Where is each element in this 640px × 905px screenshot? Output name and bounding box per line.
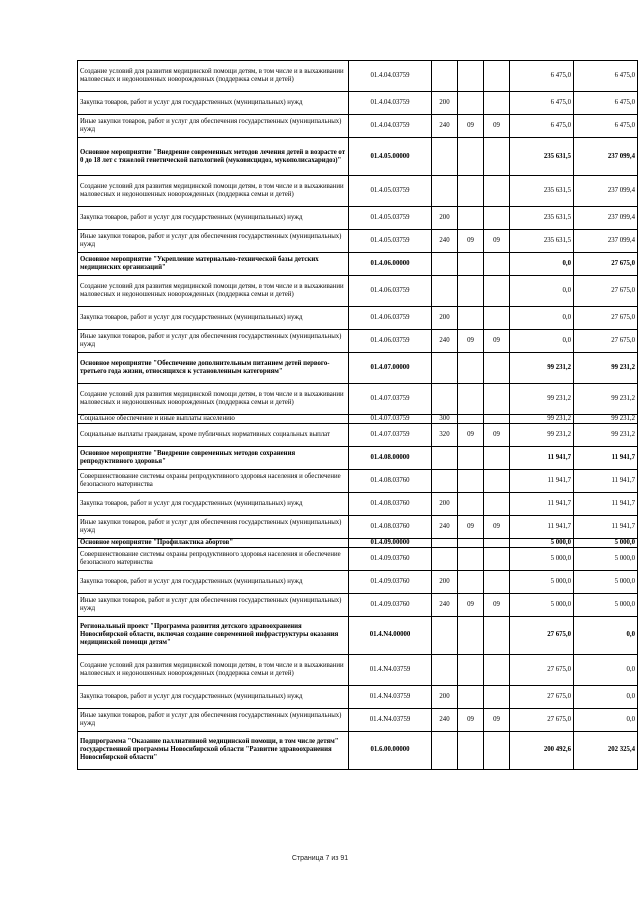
row-amount-year1-cell: 0,0 bbox=[510, 307, 574, 330]
row-amount-year1-cell: 6 475,0 bbox=[510, 61, 574, 92]
row-section-cell bbox=[458, 138, 484, 176]
table-row bbox=[78, 547, 638, 570]
row-expense-type-cell bbox=[432, 61, 458, 92]
table-row bbox=[78, 138, 638, 176]
row-amount-year1-cell: 11 941,7 bbox=[510, 515, 574, 538]
row-code-cell: 01.4.08.03760 bbox=[349, 469, 432, 492]
row-code-cell: 01.4.09.03760 bbox=[349, 593, 432, 616]
row-name-cell: Иные закупки товаров, работ и услуг для обеспечения государственных (муниципальных) нужд bbox=[78, 515, 349, 538]
row-code-cell: 01.4.09.00000 bbox=[349, 538, 432, 547]
row-code-cell: 01.4.N4.03759 bbox=[349, 708, 432, 731]
row-amount-year1-cell: 11 941,7 bbox=[510, 469, 574, 492]
row-section-cell bbox=[458, 353, 484, 384]
row-section-cell bbox=[458, 469, 484, 492]
row-subsection-cell: 09 bbox=[484, 708, 510, 731]
row-amount-year2-cell: 6 475,0 bbox=[574, 92, 638, 115]
row-amount-year2-cell: 27 675,0 bbox=[574, 276, 638, 307]
row-amount-year2-cell: 237 099,4 bbox=[574, 207, 638, 230]
row-section-cell bbox=[458, 384, 484, 415]
row-amount-year2-cell: 6 475,0 bbox=[574, 115, 638, 138]
row-name-cell: Совершенствование системы охраны репродуктивного здоровья населения и обеспечение безопасного материнства bbox=[78, 469, 349, 492]
table-row bbox=[78, 515, 638, 538]
row-expense-type-cell: 240 bbox=[432, 230, 458, 253]
row-amount-year1-cell: 0,0 bbox=[510, 253, 574, 276]
row-section-cell bbox=[458, 61, 484, 92]
row-amount-year1-cell: 27 675,0 bbox=[510, 616, 574, 654]
table-row bbox=[78, 207, 638, 230]
row-expense-type-cell: 240 bbox=[432, 515, 458, 538]
row-name-cell: Создание условий для развития медицинской помощи детям, в том числе и в выхаживании маловесных и недоношенных новорожденных (поддержка семьи и детей) bbox=[78, 176, 349, 207]
row-amount-year2-cell: 6 475,0 bbox=[574, 61, 638, 92]
row-amount-year2-cell: 11 941,7 bbox=[574, 446, 638, 469]
row-code-cell: 01.4.04.03759 bbox=[349, 61, 432, 92]
row-amount-year1-cell: 27 675,0 bbox=[510, 685, 574, 708]
row-code-cell: 01.4.05.00000 bbox=[349, 138, 432, 176]
row-name-cell: Основное мероприятие "Внедрение современных методов сохранения репродуктивного здоровья" bbox=[78, 446, 349, 469]
row-expense-type-cell: 200 bbox=[432, 307, 458, 330]
row-name-cell: Закупка товаров, работ и услуг для государственных (муниципальных) нужд bbox=[78, 492, 349, 515]
table-row bbox=[78, 423, 638, 446]
row-subsection-cell: 09 bbox=[484, 330, 510, 353]
table-row bbox=[78, 115, 638, 138]
row-code-cell: 01.4.N4.03759 bbox=[349, 685, 432, 708]
table-row bbox=[78, 307, 638, 330]
row-subsection-cell bbox=[484, 469, 510, 492]
row-amount-year2-cell: 11 941,7 bbox=[574, 469, 638, 492]
row-name-cell: Основное мероприятие "Профилактика абортов" bbox=[78, 538, 349, 547]
row-code-cell: 01.4.07.03759 bbox=[349, 384, 432, 415]
table-row bbox=[78, 446, 638, 469]
row-section-cell: 09 bbox=[458, 515, 484, 538]
row-amount-year2-cell: 27 675,0 bbox=[574, 330, 638, 353]
row-amount-year1-cell: 5 000,0 bbox=[510, 593, 574, 616]
table-row bbox=[78, 92, 638, 115]
row-code-cell: 01.4.06.03759 bbox=[349, 307, 432, 330]
row-amount-year1-cell: 99 231,2 bbox=[510, 384, 574, 415]
budget-table bbox=[77, 60, 638, 770]
table-row bbox=[78, 230, 638, 253]
row-expense-type-cell bbox=[432, 138, 458, 176]
row-expense-type-cell: 200 bbox=[432, 570, 458, 593]
row-name-cell: Иные закупки товаров, работ и услуг для обеспечения государственных (муниципальных) нужд bbox=[78, 330, 349, 353]
table-row bbox=[78, 330, 638, 353]
row-amount-year1-cell: 11 941,7 bbox=[510, 492, 574, 515]
row-subsection-cell bbox=[484, 276, 510, 307]
row-code-cell: 01.4.08.03760 bbox=[349, 492, 432, 515]
row-code-cell: 01.4.05.03759 bbox=[349, 176, 432, 207]
row-amount-year1-cell: 235 631,5 bbox=[510, 138, 574, 176]
row-name-cell: Иные закупки товаров, работ и услуг для обеспечения государственных (муниципальных) нужд bbox=[78, 708, 349, 731]
row-amount-year1-cell: 235 631,5 bbox=[510, 230, 574, 253]
row-code-cell: 01.4.08.03760 bbox=[349, 515, 432, 538]
row-expense-type-cell bbox=[432, 538, 458, 547]
row-subsection-cell bbox=[484, 731, 510, 769]
table-row bbox=[78, 708, 638, 731]
row-amount-year1-cell: 200 492,6 bbox=[510, 731, 574, 769]
row-name-cell: Совершенствование системы охраны репродуктивного здоровья населения и обеспечение безопасного материнства bbox=[78, 547, 349, 570]
row-name-cell: Основное мероприятие "Укрепление материально-технической базы детских медицинских организаций" bbox=[78, 253, 349, 276]
row-section-cell bbox=[458, 415, 484, 424]
row-expense-type-cell: 200 bbox=[432, 685, 458, 708]
row-amount-year2-cell: 202 325,4 bbox=[574, 731, 638, 769]
row-name-cell: Социальное обеспечение и иные выплаты населению bbox=[78, 415, 349, 424]
row-amount-year2-cell: 0,0 bbox=[574, 685, 638, 708]
row-expense-type-cell bbox=[432, 176, 458, 207]
row-code-cell: 01.4.08.00000 bbox=[349, 446, 432, 469]
row-expense-type-cell bbox=[432, 547, 458, 570]
row-amount-year2-cell: 5 000,0 bbox=[574, 538, 638, 547]
row-subsection-cell bbox=[484, 570, 510, 593]
row-subsection-cell bbox=[484, 138, 510, 176]
row-amount-year2-cell: 99 231,2 bbox=[574, 423, 638, 446]
row-subsection-cell bbox=[484, 92, 510, 115]
row-subsection-cell bbox=[484, 307, 510, 330]
row-expense-type-cell bbox=[432, 654, 458, 685]
row-section-cell bbox=[458, 253, 484, 276]
row-expense-type-cell: 200 bbox=[432, 492, 458, 515]
row-section-cell bbox=[458, 547, 484, 570]
table-row bbox=[78, 685, 638, 708]
row-section-cell bbox=[458, 446, 484, 469]
row-amount-year1-cell: 99 231,2 bbox=[510, 353, 574, 384]
row-name-cell: Закупка товаров, работ и услуг для государственных (муниципальных) нужд bbox=[78, 92, 349, 115]
table-row bbox=[78, 731, 638, 769]
row-expense-type-cell: 320 bbox=[432, 423, 458, 446]
row-section-cell bbox=[458, 492, 484, 515]
row-subsection-cell bbox=[484, 61, 510, 92]
row-name-cell: Подпрограмма "Оказание паллиативной медицинской помощи, в том числе детям" государственной программы Новосибирской области "Развитие здравоохранения Новосибирской области" bbox=[78, 731, 349, 769]
row-code-cell: 01.4.09.03760 bbox=[349, 547, 432, 570]
row-expense-type-cell: 240 bbox=[432, 708, 458, 731]
budget-table-body bbox=[78, 61, 638, 770]
row-amount-year1-cell: 6 475,0 bbox=[510, 92, 574, 115]
row-code-cell: 01.4.04.03759 bbox=[349, 92, 432, 115]
row-amount-year1-cell: 5 000,0 bbox=[510, 538, 574, 547]
row-section-cell bbox=[458, 616, 484, 654]
row-amount-year1-cell: 235 631,5 bbox=[510, 207, 574, 230]
row-subsection-cell: 09 bbox=[484, 593, 510, 616]
row-amount-year1-cell: 11 941,7 bbox=[510, 446, 574, 469]
row-expense-type-cell: 300 bbox=[432, 415, 458, 424]
row-expense-type-cell bbox=[432, 253, 458, 276]
row-subsection-cell bbox=[484, 253, 510, 276]
row-subsection-cell bbox=[484, 685, 510, 708]
row-expense-type-cell bbox=[432, 276, 458, 307]
row-amount-year2-cell: 0,0 bbox=[574, 708, 638, 731]
row-code-cell: 01.4.09.03760 bbox=[349, 570, 432, 593]
row-section-cell bbox=[458, 538, 484, 547]
row-code-cell: 01.4.07.00000 bbox=[349, 353, 432, 384]
row-code-cell: 01.4.04.03759 bbox=[349, 115, 432, 138]
table-row bbox=[78, 415, 638, 424]
table-row bbox=[78, 384, 638, 415]
row-subsection-cell bbox=[484, 415, 510, 424]
row-section-cell bbox=[458, 654, 484, 685]
row-amount-year2-cell: 237 099,4 bbox=[574, 230, 638, 253]
row-section-cell: 09 bbox=[458, 230, 484, 253]
row-amount-year1-cell: 99 231,2 bbox=[510, 415, 574, 424]
row-amount-year2-cell: 11 941,7 bbox=[574, 492, 638, 515]
table-row bbox=[78, 654, 638, 685]
row-amount-year2-cell: 0,0 bbox=[574, 654, 638, 685]
row-code-cell: 01.4.06.00000 bbox=[349, 253, 432, 276]
row-name-cell: Закупка товаров, работ и услуг для государственных (муниципальных) нужд bbox=[78, 685, 349, 708]
row-name-cell: Иные закупки товаров, работ и услуг для обеспечения государственных (муниципальных) нужд bbox=[78, 115, 349, 138]
row-amount-year2-cell: 99 231,2 bbox=[574, 353, 638, 384]
row-expense-type-cell bbox=[432, 616, 458, 654]
row-expense-type-cell: 200 bbox=[432, 207, 458, 230]
row-name-cell: Основное мероприятие "Внедрение современных методов лечения детей в возрасте от 0 до 18 лет с тяжелой генетической патологией (муковисцидоз, мукополисахаридоз)" bbox=[78, 138, 349, 176]
row-amount-year1-cell: 5 000,0 bbox=[510, 547, 574, 570]
row-code-cell: 01.4.N4.03759 bbox=[349, 654, 432, 685]
row-section-cell: 09 bbox=[458, 330, 484, 353]
row-code-cell: 01.4.06.03759 bbox=[349, 330, 432, 353]
row-amount-year1-cell: 27 675,0 bbox=[510, 708, 574, 731]
row-section-cell bbox=[458, 570, 484, 593]
table-row bbox=[78, 353, 638, 384]
row-amount-year1-cell: 0,0 bbox=[510, 330, 574, 353]
row-subsection-cell bbox=[484, 616, 510, 654]
row-code-cell: 01.4.07.03759 bbox=[349, 423, 432, 446]
row-expense-type-cell: 240 bbox=[432, 330, 458, 353]
row-subsection-cell: 09 bbox=[484, 423, 510, 446]
row-code-cell: 01.4.N4.00000 bbox=[349, 616, 432, 654]
row-subsection-cell bbox=[484, 654, 510, 685]
row-expense-type-cell bbox=[432, 384, 458, 415]
row-subsection-cell: 09 bbox=[484, 115, 510, 138]
row-section-cell bbox=[458, 207, 484, 230]
row-subsection-cell: 09 bbox=[484, 515, 510, 538]
row-amount-year2-cell: 99 231,2 bbox=[574, 415, 638, 424]
row-amount-year1-cell: 235 631,5 bbox=[510, 176, 574, 207]
row-amount-year2-cell: 0,0 bbox=[574, 616, 638, 654]
row-name-cell: Закупка товаров, работ и услуг для государственных (муниципальных) нужд bbox=[78, 207, 349, 230]
row-amount-year2-cell: 5 000,0 bbox=[574, 547, 638, 570]
row-code-cell: 01.4.05.03759 bbox=[349, 207, 432, 230]
row-subsection-cell bbox=[484, 446, 510, 469]
row-amount-year1-cell: 6 475,0 bbox=[510, 115, 574, 138]
table-row bbox=[78, 570, 638, 593]
row-expense-type-cell: 240 bbox=[432, 593, 458, 616]
row-expense-type-cell bbox=[432, 446, 458, 469]
row-section-cell bbox=[458, 685, 484, 708]
row-section-cell: 09 bbox=[458, 593, 484, 616]
row-name-cell: Иные закупки товаров, работ и услуг для обеспечения государственных (муниципальных) нужд bbox=[78, 593, 349, 616]
row-name-cell: Социальные выплаты гражданам, кроме публичных нормативных социальных выплат bbox=[78, 423, 349, 446]
row-name-cell: Основное мероприятие "Обеспечение дополнительным питанием детей первого-третьего года жизни, относящихся к установленным категориям" bbox=[78, 353, 349, 384]
row-name-cell: Региональный проект "Программа развития детского здравоохранения Новосибирской области, включая создание современной инфраструктуры оказания медицинской помощи детям" bbox=[78, 616, 349, 654]
row-subsection-cell bbox=[484, 207, 510, 230]
row-subsection-cell bbox=[484, 176, 510, 207]
row-section-cell: 09 bbox=[458, 115, 484, 138]
row-code-cell: 01.4.07.03759 bbox=[349, 415, 432, 424]
row-name-cell: Создание условий для развития медицинской помощи детям, в том числе и в выхаживании маловесных и недоношенных новорожденных (поддержка семьи и детей) bbox=[78, 654, 349, 685]
row-name-cell: Создание условий для развития медицинской помощи детям, в том числе и в выхаживании маловесных и недоношенных новорожденных (поддержка семьи и детей) bbox=[78, 61, 349, 92]
row-subsection-cell bbox=[484, 492, 510, 515]
row-amount-year1-cell: 0,0 bbox=[510, 276, 574, 307]
row-subsection-cell: 09 bbox=[484, 230, 510, 253]
row-amount-year2-cell: 11 941,7 bbox=[574, 515, 638, 538]
row-amount-year2-cell: 5 000,0 bbox=[574, 570, 638, 593]
table-row bbox=[78, 538, 638, 547]
row-section-cell: 09 bbox=[458, 423, 484, 446]
row-name-cell: Закупка товаров, работ и услуг для государственных (муниципальных) нужд bbox=[78, 570, 349, 593]
table-row bbox=[78, 593, 638, 616]
row-section-cell bbox=[458, 276, 484, 307]
row-amount-year2-cell: 5 000,0 bbox=[574, 593, 638, 616]
row-subsection-cell bbox=[484, 547, 510, 570]
row-expense-type-cell: 240 bbox=[432, 115, 458, 138]
row-expense-type-cell bbox=[432, 469, 458, 492]
row-name-cell: Создание условий для развития медицинской помощи детям, в том числе и в выхаживании маловесных и недоношенных новорожденных (поддержка семьи и детей) bbox=[78, 276, 349, 307]
row-expense-type-cell bbox=[432, 731, 458, 769]
table-row bbox=[78, 253, 638, 276]
table-row bbox=[78, 61, 638, 92]
row-amount-year1-cell: 27 675,0 bbox=[510, 654, 574, 685]
row-amount-year1-cell: 5 000,0 bbox=[510, 570, 574, 593]
row-name-cell: Закупка товаров, работ и услуг для государственных (муниципальных) нужд bbox=[78, 307, 349, 330]
row-expense-type-cell bbox=[432, 353, 458, 384]
row-amount-year2-cell: 99 231,2 bbox=[574, 384, 638, 415]
table-row bbox=[78, 616, 638, 654]
row-section-cell bbox=[458, 176, 484, 207]
row-section-cell bbox=[458, 731, 484, 769]
table-row bbox=[78, 492, 638, 515]
row-amount-year2-cell: 27 675,0 bbox=[574, 307, 638, 330]
row-name-cell: Иные закупки товаров, работ и услуг для обеспечения государственных (муниципальных) нужд bbox=[78, 230, 349, 253]
row-code-cell: 01.4.06.03759 bbox=[349, 276, 432, 307]
row-expense-type-cell: 200 bbox=[432, 92, 458, 115]
table-row bbox=[78, 469, 638, 492]
row-name-cell: Создание условий для развития медицинской помощи детям, в том числе и в выхаживании маловесных и недоношенных новорожденных (поддержка семьи и детей) bbox=[78, 384, 349, 415]
table-row bbox=[78, 176, 638, 207]
row-code-cell: 01.6.00.00000 bbox=[349, 731, 432, 769]
row-code-cell: 01.4.05.03759 bbox=[349, 230, 432, 253]
row-amount-year2-cell: 237 099,4 bbox=[574, 176, 638, 207]
table-row bbox=[78, 276, 638, 307]
row-amount-year2-cell: 237 099,4 bbox=[574, 138, 638, 176]
row-section-cell: 09 bbox=[458, 708, 484, 731]
row-section-cell bbox=[458, 92, 484, 115]
row-subsection-cell bbox=[484, 384, 510, 415]
row-amount-year2-cell: 27 675,0 bbox=[574, 253, 638, 276]
row-subsection-cell bbox=[484, 538, 510, 547]
page-footer: Страница 7 из 91 bbox=[291, 855, 349, 862]
row-section-cell bbox=[458, 307, 484, 330]
row-amount-year1-cell: 99 231,2 bbox=[510, 423, 574, 446]
row-subsection-cell bbox=[484, 353, 510, 384]
